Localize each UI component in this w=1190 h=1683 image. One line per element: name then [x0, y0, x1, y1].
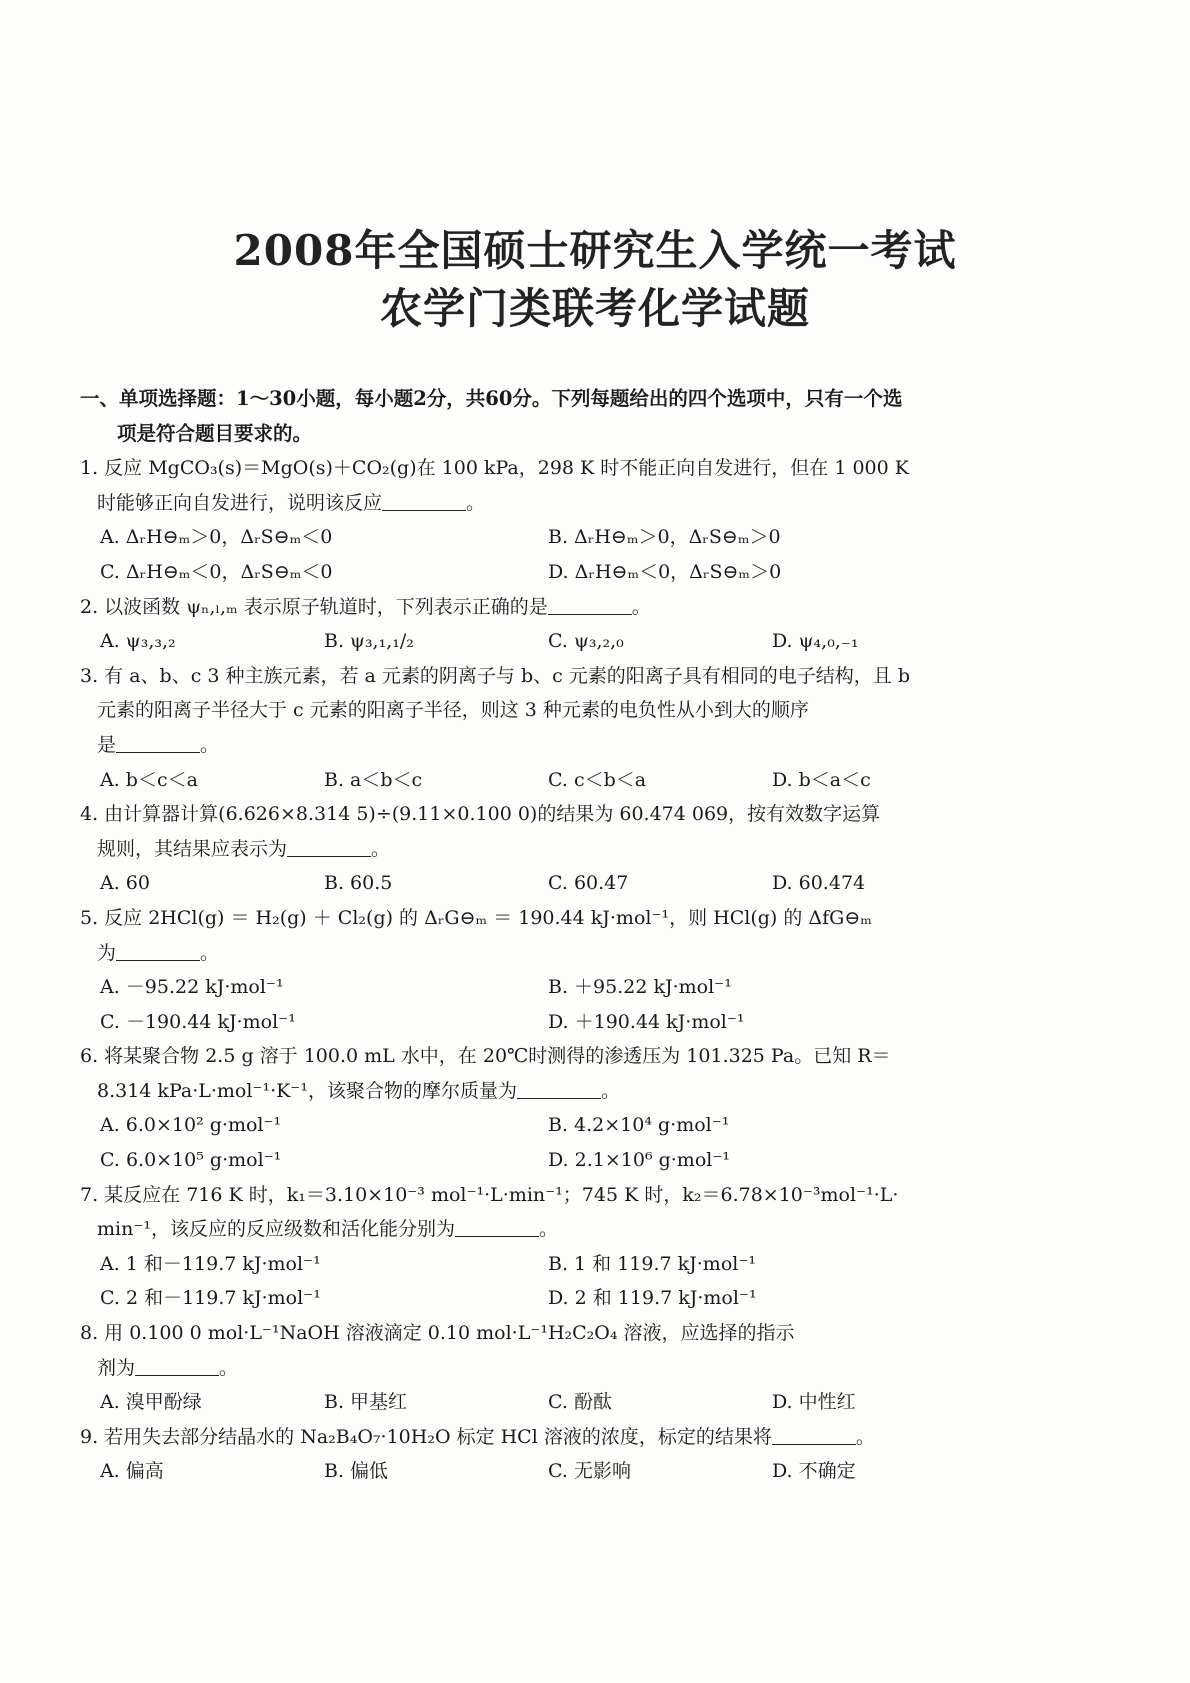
options-row — [80, 1385, 1040, 1420]
option-b: B. 1 和 119.7 kJ·mol⁻¹ — [548, 1252, 756, 1275]
option-c: C. 无影响 — [548, 1460, 631, 1483]
answer-blank — [116, 733, 200, 753]
question-text-line — [80, 1351, 1040, 1386]
period: 。 — [219, 1356, 239, 1379]
option-d: D. ψ₄,₀,₋₁ — [772, 630, 859, 653]
option-a: A. b＜c＜a — [100, 768, 198, 791]
option-a: A. 60 — [100, 872, 150, 895]
question-text: 8.314 kPa·L·mol⁻¹·K⁻¹，该聚合物的摩尔质量为 — [97, 1079, 517, 1102]
options-row — [80, 1005, 1040, 1040]
exam-title-line1: 2008年全国硕士研究生入学统一考试 — [233, 226, 957, 275]
question-text-line — [80, 1316, 1040, 1351]
option-c: C. 60.47 — [548, 872, 629, 895]
question-text-line — [80, 728, 1040, 763]
question-text: 7. 某反应在 716 K 时，k₁＝3.10×10⁻³ mol⁻¹·L·min⁻¹；745 K 时，k₂＝6.78×10⁻³mol⁻¹·L· — [80, 1183, 899, 1206]
option-c: C. ψ₃,₂,₀ — [548, 630, 624, 653]
question-text-line — [80, 1039, 1040, 1074]
question-6 — [80, 1039, 1040, 1177]
question-text-line — [80, 1178, 1040, 1213]
option-a: A. 6.0×10² g·mol⁻¹ — [100, 1114, 282, 1137]
question-text: 5. 反应 2HCl(g) ＝ H₂(g) ＋ Cl₂(g) 的 ΔᵣG⊖ₘ ＝ 190.44 kJ·mol⁻¹，则 HCl(g) 的 ΔfG⊖ₘ — [80, 906, 872, 929]
option-d: D. 2 和 119.7 kJ·mol⁻¹ — [548, 1287, 757, 1310]
options-row — [80, 624, 1040, 659]
option-b: B. 甲基红 — [324, 1391, 408, 1414]
options-row — [80, 1454, 1040, 1489]
options-row — [80, 1108, 1040, 1143]
option-a: A. 1 和－119.7 kJ·mol⁻¹ — [100, 1252, 321, 1275]
exam-body — [80, 382, 1040, 1489]
question-8 — [80, 1316, 1040, 1420]
question-5 — [80, 901, 1040, 1039]
period: 。 — [200, 941, 220, 964]
question-text: 为 — [97, 941, 117, 964]
question-text: 3. 有 a、b、c 3 种主族元素，若 a 元素的阴离子与 b、c 元素的阳离子具有相同的电子结构，且 b — [80, 664, 910, 687]
answer-blank — [517, 1079, 601, 1099]
answer-blank — [548, 595, 632, 615]
option-c: C. 酚酞 — [548, 1391, 612, 1414]
question-text: 4. 由计算器计算(6.626×8.314 5)÷(9.11×0.100 0)的结果为 60.474 069，按有效数字运算 — [80, 803, 881, 826]
option-b: B. a＜b＜c — [324, 768, 423, 791]
options-row — [80, 1143, 1040, 1178]
question-text-line — [80, 693, 1040, 728]
question-text-line — [80, 797, 1040, 832]
option-d: D. 2.1×10⁶ g·mol⁻¹ — [548, 1149, 730, 1172]
answer-blank — [287, 837, 371, 857]
question-text-line — [80, 832, 1040, 867]
option-b: B. 4.2×10⁴ g·mol⁻¹ — [548, 1114, 730, 1137]
question-1 — [80, 451, 1040, 589]
period: 。 — [538, 1218, 558, 1241]
options-row — [80, 866, 1040, 901]
question-9 — [80, 1420, 1040, 1489]
question-text-line — [80, 901, 1040, 936]
question-text-line — [80, 936, 1040, 971]
question-text-line — [80, 1420, 1040, 1455]
question-2 — [80, 590, 1040, 659]
period: 。 — [200, 733, 220, 756]
question-text: 1. 反应 MgCO₃(s)＝MgO(s)＋CO₂(g)在 100 kPa，298 K 时不能正向自发进行，但在 1 000 K — [80, 457, 909, 480]
question-text-line — [80, 1074, 1040, 1109]
options-row — [80, 555, 1040, 590]
question-text-line — [80, 486, 1040, 521]
options-row — [80, 1281, 1040, 1316]
question-text: 6. 将某聚合物 2.5 g 溶于 100.0 mL 水中，在 20℃时测得的渗透压为 101.325 Pa。已知 R＝ — [80, 1045, 891, 1068]
question-text: 2. 以波函数 ψₙ,ₗ,ₘ 表示原子轨道时，下列表示正确的是 — [80, 595, 548, 618]
options-row — [80, 520, 1040, 555]
option-c: C. c＜b＜a — [548, 768, 647, 791]
option-c: C. 2 和－119.7 kJ·mol⁻¹ — [100, 1287, 321, 1310]
option-d: D. 中性红 — [772, 1391, 856, 1414]
answer-blank — [772, 1425, 856, 1445]
option-b: B. 偏低 — [324, 1460, 389, 1483]
option-d: D. ＋190.44 kJ·mol⁻¹ — [548, 1010, 745, 1033]
answer-blank — [135, 1356, 219, 1376]
option-b: B. 60.5 — [324, 872, 393, 895]
period: 。 — [600, 1079, 620, 1102]
option-a: A. ψ₃,₃,₂ — [100, 630, 176, 653]
answer-blank — [116, 941, 200, 961]
period: 。 — [855, 1425, 875, 1448]
question-text: 时能够正向自发进行，说明该反应 — [97, 491, 383, 514]
answer-blank — [382, 491, 466, 511]
section-heading: 一、单项选择题：1～30小题，每小题2分，共60分。下列每题给出的四个选项中，只有一个选 — [80, 387, 903, 410]
question-text: min⁻¹，该反应的反应级数和活化能分别为 — [97, 1218, 455, 1241]
period: 。 — [466, 491, 486, 514]
question-text: 规则，其结果应表示为 — [97, 837, 288, 860]
answer-blank — [455, 1217, 539, 1237]
question-4 — [80, 797, 1040, 901]
option-b: B. ＋95.22 kJ·mol⁻¹ — [548, 976, 732, 999]
question-text-line — [80, 451, 1040, 486]
section-heading-cont: 项是符合题目要求的。 — [117, 421, 313, 445]
option-c: C. 6.0×10⁵ g·mol⁻¹ — [100, 1149, 282, 1172]
option-a: A. －95.22 kJ·mol⁻¹ — [100, 976, 284, 999]
option-d: D. ΔᵣH⊖ₘ＜0，ΔᵣS⊖ₘ＞0 — [548, 560, 782, 583]
period: 。 — [371, 837, 391, 860]
options-row — [80, 1247, 1040, 1282]
question-text: 8. 用 0.100 0 mol·L⁻¹NaOH 溶液滴定 0.10 mol·L⁻¹H₂C₂O₄ 溶液，应选择的指示 — [80, 1322, 795, 1345]
question-3 — [80, 659, 1040, 797]
option-a: A. 偏高 — [100, 1460, 164, 1483]
question-text: 剂为 — [97, 1356, 136, 1379]
option-a: A. ΔᵣH⊖ₘ＞0，ΔᵣS⊖ₘ＜0 — [100, 526, 333, 549]
question-text-line — [80, 590, 1040, 625]
question-text: 元素的阳离子半径大于 c 元素的阳离子半径，则这 3 种元素的电负性从小到大的顺序 — [97, 699, 809, 722]
question-text: 9. 若用失去部分结晶水的 Na₂B₄O₇·10H₂O 标定 HCl 溶液的浓度，标定的结果将 — [80, 1425, 772, 1448]
options-row — [80, 970, 1040, 1005]
exam-title-line2: 农学门类联考化学试题 — [379, 284, 810, 333]
period: 。 — [631, 595, 651, 618]
question-7 — [80, 1178, 1040, 1316]
option-b: B. ψ₃,₁,₁/₂ — [324, 630, 414, 653]
option-c: C. －190.44 kJ·mol⁻¹ — [100, 1010, 296, 1033]
option-c: C. ΔᵣH⊖ₘ＜0，ΔᵣS⊖ₘ＜0 — [100, 560, 333, 583]
option-a: A. 溴甲酚绿 — [100, 1391, 202, 1414]
question-text-line — [80, 659, 1040, 694]
option-d: D. 60.474 — [772, 872, 866, 895]
question-text: 是 — [97, 733, 117, 756]
option-d: D. b＜a＜c — [772, 768, 871, 791]
option-d: D. 不确定 — [772, 1460, 856, 1483]
options-row — [80, 763, 1040, 798]
question-text-line — [80, 1212, 1040, 1247]
option-b: B. ΔᵣH⊖ₘ＞0，ΔᵣS⊖ₘ＞0 — [548, 526, 781, 549]
